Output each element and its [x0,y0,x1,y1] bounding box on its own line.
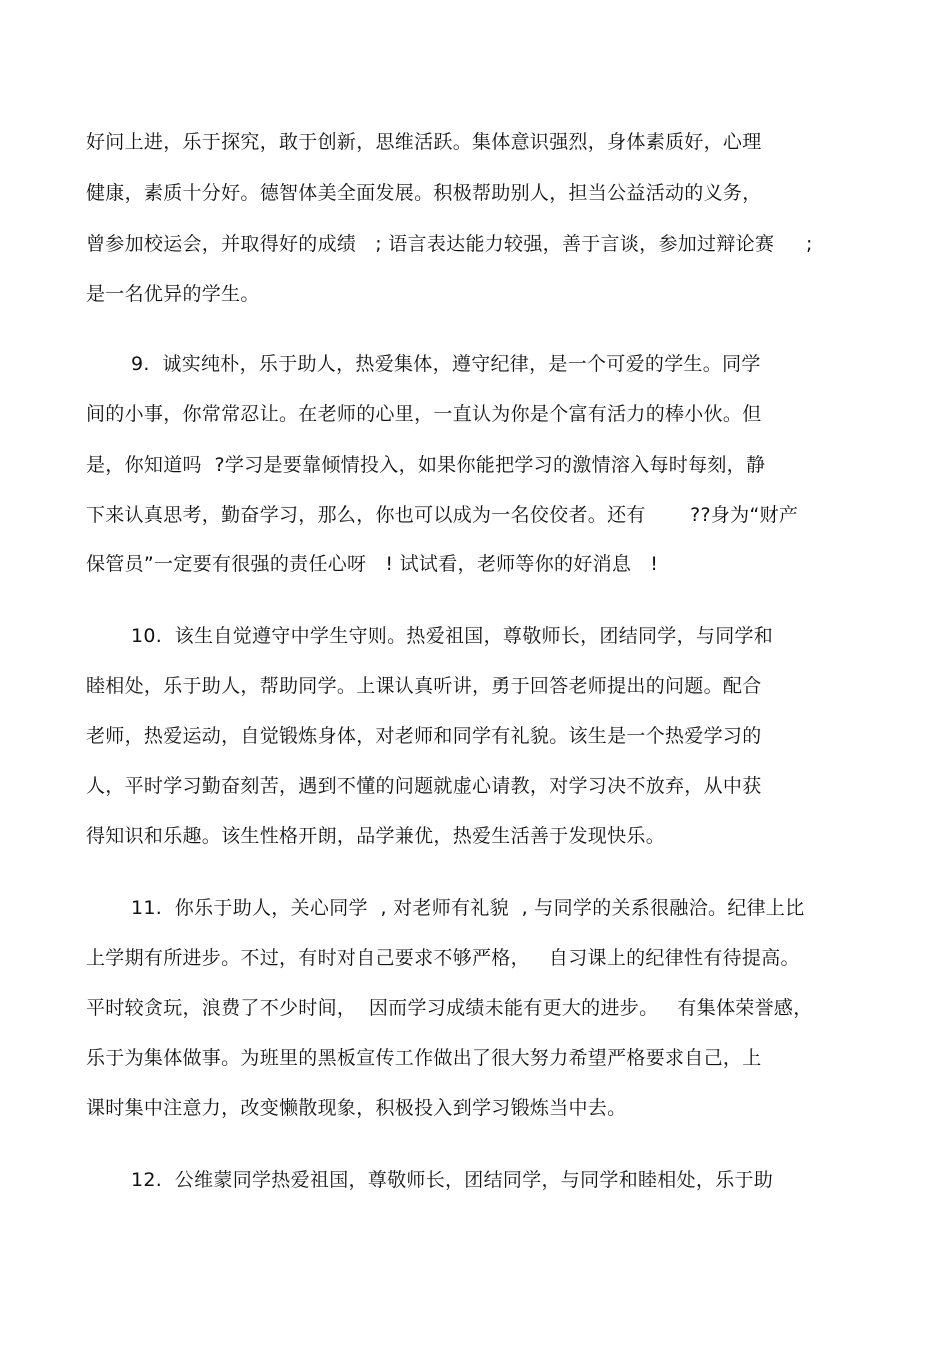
text-line: 课时集中注意力，改变懒散现象，积极投入到学习锻炼当中去。 [86,1097,627,1119]
text-line: 乐于为集体做事。为班里的黑板宣传工作做出了很大努力希望严格要求自己，上 [86,1047,762,1069]
text-line: 是一名优异的学生。 [86,283,260,305]
text-line: 保管员”一定要有很强的责任心呀 ! 试试看，老师等你的好消息 ! [86,553,659,575]
text-line: 睦相处，乐于助人，帮助同学。上课认真听讲，勇于回答老师提出的问题。配合 [86,675,762,697]
text-line: 9. 诚实纯朴，乐于助人，热爱集体，遵守纪律，是一个可爱的学生。同学 [131,353,761,375]
text-line: 曾参加校运会，并取得好的成绩 ; 语言表达能力较强，善于言谈，参加过辩论赛 ; [86,233,813,255]
text-line: 11. 你乐于助人，关心同学 , 对老师有礼貌 , 与同学的关系很融洽。纪律上比 [131,897,805,919]
text-line: 12. 公维蒙同学热爱祖国，尊敬师长，团结同学，与同学和睦相处，乐于助 [131,1169,774,1191]
text-line: 10. 该生自觉遵守中学生守则。热爱祖国，尊敬师长，团结同学，与同学和 [131,625,774,647]
text-line: 平时较贪玩，浪费了不少时间， 因而学习成绩未能有更大的进步。 有集体荣誉感， [86,997,813,1019]
text-line: 老师，热爱运动，自觉锻炼身体，对老师和同学有礼貌。该生是一个热爱学习的 [86,725,762,747]
text-line: 好问上进，乐于探究，敢于创新，思维活跃。集体意识强烈，身体素质好，心理 [86,131,762,153]
text-line: 人，平时学习勤奋刻苦，遇到不懂的问题就虚心请教，对学习决不放弃，从中获 [86,775,762,797]
text-line: 健康，素质十分好。德智体美全面发展。积极帮助别人，担当公益活动的义务， [86,182,762,204]
text-line: 上学期有所进步。不过，有时对自己要求不够严格， 自习课上的纪律性有待提高。 [86,947,800,969]
text-line: 下来认真思考，勤奋学习，那么，你也可以成为一名佼佼者。还有 ??身为“财产 [86,504,799,526]
text-line: 间的小事，你常常忍让。在老师的心里，一直认为你是个富有活力的棒小伙。但 [86,403,762,425]
text-line: 是，你知道吗 ?学习是要靠倾情投入，如果你能把学习的激情溶入每时每刻，静 [86,454,766,476]
text-line: 得知识和乐趣。该生性格开朗，品学兼优，热爱生活善于发现快乐。 [86,825,666,847]
